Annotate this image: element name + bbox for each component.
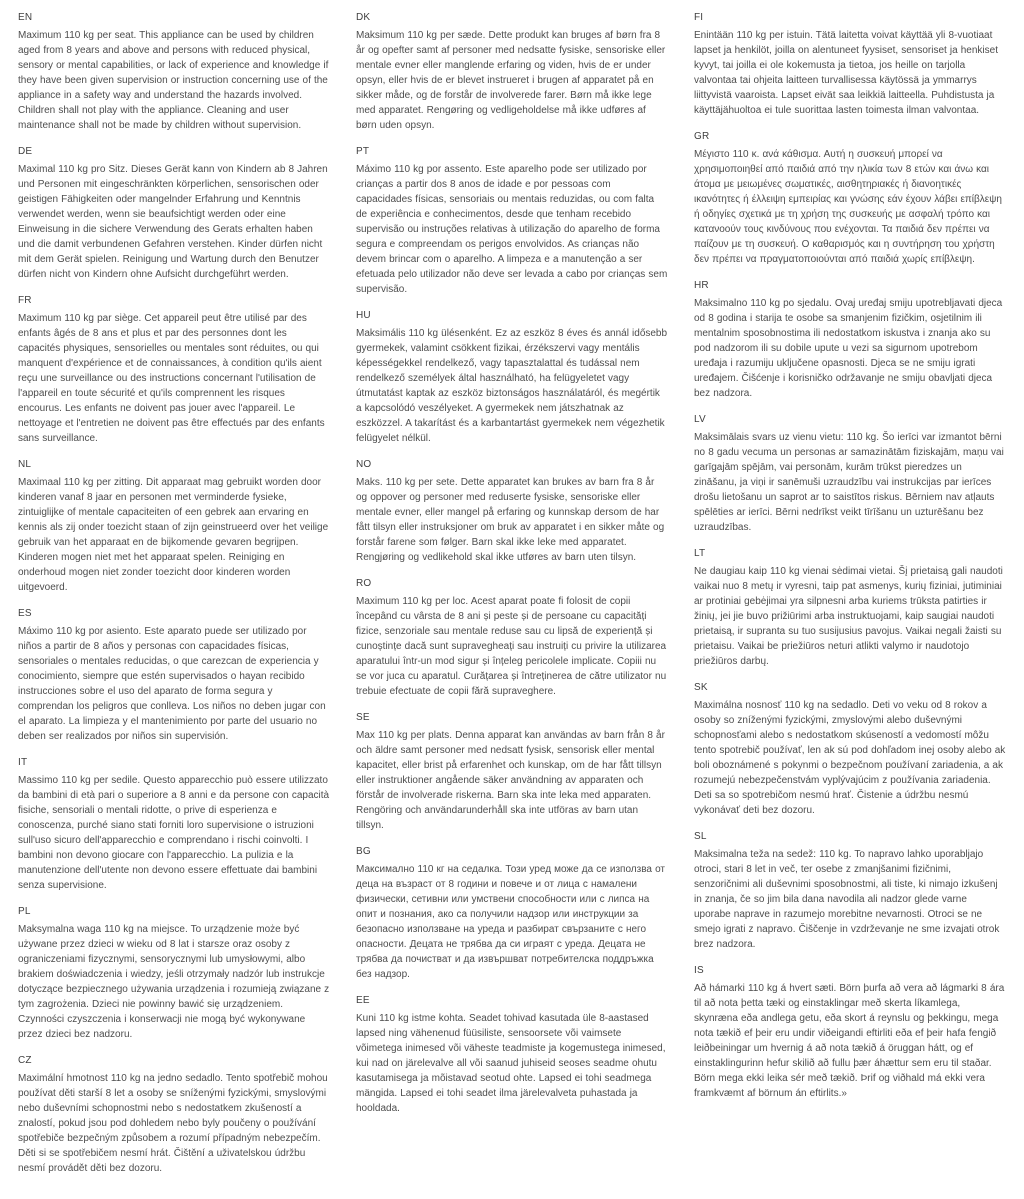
language-text-gr: Μέγιστο 110 κ. ανά κάθισμα. Αυτή η συσκευή μπορεί να χρησιμοποιηθεί από παιδιά από την ηλικία των 8 ετών και άνω και άτομα με μειωμένες σωματικές, αισθητηριακές ή διανοητικές ικανότητες ή έλλειψη εμπειρίας και γνώσης εάν έχουν λάβει επίβλεψη ή οδηγίες σχετικά με τη χρήση της συσκευής με ασφαλή τρόπο και κατανοούν τους κινδύνους που ενέχονται. Τα παιδιά δεν πρέπει να παίζουν με τη συσκευή. Ο καθαρισμός και η συντήρηση του χρήστη δεν πρέπει να πραγματοποιούνται από παιδιά χωρίς επίβλεψη. (694, 149, 1002, 265)
column-3 (694, 12, 1006, 1189)
column-2 (356, 12, 668, 1189)
lang-section-ee (356, 995, 668, 1116)
language-code-en: EN (18, 12, 33, 23)
language-text-sl: Maksimalna teža na sedež: 110 kg. To napravo lahko uporabljajo otroci, stari 8 let in več, ter osebe z zmanjšanimi fizičnimi, senzoričnimi ali duševnimi sposobnostmi, ali tiste, ki nimajo izkušenj in znanja, če so jim bila dana navodila ali nadzor glede varne uporabe naprave in razumejo morebitne nevarnosti. Otroci se ne smejo igrati z napravo. Čiščenje in vzdrževanje ne sme izvajati otrok brez nadzora. (694, 849, 1000, 950)
lang-section-fr (18, 295, 330, 446)
lang-section-cz (18, 1055, 330, 1176)
language-text-it: Massimo 110 kg per sedile. Questo apparecchio può essere utilizzato da bambini di età pari o superiore a 8 anni e da persone con capacità fisiche, sensoriali o mentali ridotte, o prive di esperienza e conoscenza, purché siano stati forniti loro supervisione o istruzioni sull'uso sicuro dell'apparecchio e comprendano i rischi coinvolti. I bambini non devono giocare con l'apparecchio. La pulizia e la manutenzione dell'utente non devono essere effettuate dai bambini senza supervisione. (18, 775, 330, 891)
lang-section-en (18, 12, 330, 133)
language-code-es: ES (18, 608, 32, 619)
lang-section-pl (18, 906, 330, 1042)
lang-section-pt (356, 146, 668, 297)
language-text-lv: Maksimālais svars uz vienu vietu: 110 kg. Šo ierīci var izmantot bērni no 8 gadu vecuma un personas ar samazinātām fiziskajām, maņu vai garīgajām spējām, vai personām, kurām trūkst pieredzes un zināšanu, ja viņi ir sanēmuši uzraudzību vai instrukcijas par ierīces drošu lietošanu un saprot ar to saistītos riskus. Bērniem nav atļauts spēlēties ar ierīci. Bērni nedrīkst veikt tīrīšanu un uzturēšanu bez uzraudzības. (694, 432, 1004, 533)
lang-section-is (694, 965, 1006, 1101)
language-text-fr: Maximum 110 kg par siège. Cet appareil peut être utilisé par des enfants âgés de 8 ans et plus et par des personnes dont les capacités physiques, sensorielles ou mentales sont réduites, ou qui manquent d'expérience et de connaissances, à condition qu'ils aient reçu une surveillance ou des instructions concernant l'utilisation de l'appareil en toute sécurité et qu'ils comprennent les risques encourus. Les enfants ne doivent pas jouer avec l'appareil. Le nettoyage et l'entretien ne doivent pas être effectués par des enfants sans surveillance. (18, 313, 325, 444)
language-code-ee: EE (356, 995, 370, 1006)
language-text-fi: Enintään 110 kg per istuin. Tätä laitetta voivat käyttää yli 8-vuotiaat lapset ja henkilöt, joilla on alentuneet fyysiset, sensoriset ja henkiset kyvyt, tai joilla ei ole kokemusta ja tietoa, jos heille on tarjolla valvontaa tai ohjeita laitteen turvallisessa käytössä ja ymmarrys liittyvistä vaaroista. Lapset eivät saa leikkiä laitteella. Puhdistusta ja käyttäjähuoltoa ei tule suorittaa lasten toimesta ilman valvontaa. (694, 30, 998, 116)
language-text-sk: Maximálna nosnosť 110 kg na sedadlo. Deti vo veku od 8 rokov a osoby so zníženými fyzickými, zmyslovými alebo duševnými schopnosťami alebo s nedostatkom skúseností a vedomostí môžu tento spotrebič používať, len ak sú pod dohľadom inej osoby alebo ak boli oboznámené s pokynmi o bezpečnom používaní zariadenia, a ak rozumejú nebezpečenstvám vyplývajúcim z používania zariadenia. Deti sa so spotrebičom nesmú hrať. Čistenie a údržbu nesmú vykonávať deti bez dozoru. (694, 700, 1006, 816)
lang-section-fi (694, 12, 1006, 118)
language-code-lt: LT (694, 548, 706, 559)
language-code-se: SE (356, 712, 370, 723)
language-code-nl: NL (18, 459, 32, 470)
language-code-sl: SL (694, 831, 707, 842)
language-code-hr: HR (694, 280, 709, 291)
language-code-it: IT (18, 757, 28, 768)
language-text-no: Maks. 110 kg per sete. Dette apparatet kan brukes av barn fra 8 år og oppover og personer med reduserte fysiske, sensoriske eller mentale evner, eller mangel på erfaring og kunnskap dersom de har fått tilsyn eller instruksjoner om bruk av apparatet i en sikker måte og forstår farene som følger. Barn skal ikke leke med apparatet. Rengjøring og vedlikehold skal ikke utføres av barn uten tilsyn. (356, 477, 665, 563)
language-code-lv: LV (694, 414, 706, 425)
lang-section-nl (18, 459, 330, 595)
language-code-fr: FR (18, 295, 32, 306)
language-text-pl: Maksymalna waga 110 kg na miejsce. To urządzenie może być używane przez dzieci w wieku od 8 lat i starsze oraz osoby z ograniczeniami fizycznymi, sensorycznymi lub umysłowymi, albo brakiem doświadczenia i wiedzy, jeśli otrzymały nadzór lub instrukcje dotyczące bezpiecznego używania urządzenia i rozumieją związane z tym zagrożenia. Dzieci nie powinny bawić się urządzeniem. Czynności czyszczenia i konserwacji nie mogą być wykonywane przez dzieci bez nadzoru. (18, 924, 330, 1040)
language-text-is: Að hámarki 110 kg á hvert sæti. Börn þurfa að vera að lágmarki 8 ára til að nota þetta tæki og einstaklingar með skerta líkamlega, skynræna eða andlega getu, eða skort á reynslu og þekkingu, mega nota tækið ef þeir eru undir viðeigandi eftirliti eða ef þeir hafa fengið leiðbeiningar um hvernig á að nota tækið á öruggan hátt, og ef einstaklingurinn hefur skilið að fullu þær áhættur sem eru til staðar. Börn mega ekki leika sér með tækið. Þrif og viðhald má ekki vera framkvæmt af börnum án eftirlits.» (694, 983, 1005, 1099)
language-code-cz: CZ (18, 1055, 32, 1066)
lang-section-ro (356, 578, 668, 699)
language-text-nl: Maximaal 110 kg per zitting. Dit apparaat mag gebruikt worden door kinderen vanaf 8 jaar en personen met verminderde fysieke, zintuiglijke of mentale capaciteiten of een gebrek aan ervaring en kennis als zij onder toezicht staan of zijn geinstrueerd over het veilige gebruik van het apparaat en de bijkomende gevaren begrijpen. Kinderen mogen niet met het apparaat spelen. Reiniging en onderhoud mogen niet zonder toezicht door kinderen worden uitgevoerd. (18, 477, 329, 593)
language-code-fi: FI (694, 12, 704, 23)
lang-section-lv (694, 414, 1006, 535)
language-text-en: Maximum 110 kg per seat. This appliance can be used by children aged from 8 years and above and persons with reduced physical, sensory or mental capabilities, or lack of experience and knowledge if they have been given supervision or instruction concerning use of the appliance in a safety way and understand the hazards involved. Children shall not play with the appliance. Cleaning and user maintenance shall not be made by children without supervision. (18, 30, 329, 131)
lang-section-gr (694, 131, 1006, 267)
language-text-bg: Максимално 110 кг на седалка. Този уред може да се използва от деца на възраст от 8 години и повече и от лица с намалени физически, сетивни или умствени способности или с липса на опит и познания, ако са получили надзор или инструкции за безопасно използване на уреда и разбират свързаните с него опасности. Децата не трябва да си играят с уреда. Децата не трябва да почистват и да извършват потребителска поддръжка без надзор. (356, 864, 665, 980)
language-code-pt: PT (356, 146, 370, 157)
lang-section-hu (356, 310, 668, 446)
language-code-de: DE (18, 146, 33, 157)
language-text-ro: Maximum 110 kg per loc. Acest aparat poate fi folosit de copii începând cu vârsta de 8 ani și peste și de persoane cu capacități fizice, senzoriale sau mentale reduse sau cu lipsă de experiență și cunoștințe dacă sunt supravegheați sau instruiți cu privire la utilizarea aparatului într-un mod sigur și înțeleg pericolele implicate. Copiii nu se vor juca cu aparatul. Curățarea și întreținerea de către utilizator nu trebuie efectuate de copii fără supraveghere. (356, 596, 667, 697)
lang-section-no (356, 459, 668, 565)
language-text-ee: Kuni 110 kg istme kohta. Seadet tohivad kasutada üle 8-aastased lapsed ning vähenenud füüsiliste, sensoorsete või vaimsete võimetega inimesed või väheste teadmiste ja kogemustega inimesed, kui nad on järelevalve all või saanud juhiseid seoses seadme ohutu kasutamisega ja mõistavad seotud ohte. Lapsed ei tohi seadmega mängida. Lapsed ei tohi seadet ilma järelevalveta puhastada ja hooldada. (356, 1013, 666, 1114)
column-1 (18, 12, 330, 1189)
language-code-sk: SK (694, 682, 708, 693)
lang-section-dk (356, 12, 668, 133)
language-text-lt: Ne daugiau kaip 110 kg vienai sėdimai vietai. Šį prietaisą gali naudoti vaikai nuo 8 metų ir vyresni, taip pat asmenys, kurių fiziniai, jutiminiai ar protiniai gebėjimai yra silpnesni arba kuriems trūksta patirties ir žinių, jei jie buvo prižiūrimi arba instruktuojami, kaip saugiai naudoti prietaisą, ir supranta su tuo susijusius pavojus. Vaikai negali žaisti su prietaisu. Vaikai be priežiūros neturi atlikti valymo ir naudotojo priežiūros darbų. (694, 566, 1003, 667)
language-code-is: IS (694, 965, 704, 976)
language-text-dk: Maksimum 110 kg per sæde. Dette produkt kan bruges af børn fra 8 år og opefter samt af personer med nedsatte fysiske, sensoriske eller mentale evner eller manglende erfaring og viden, hvis de er under opsyn, eller hvis de er blevet instrueret i brugen af apparatet på en sikker måde, og de forstår de involverede farer. Børn må ikke lege med apparatet. Rengøring og vedligeholdelse må ikke udføres af børn uden opsyn. (356, 30, 666, 131)
language-code-pl: PL (18, 906, 31, 917)
language-text-hr: Maksimalno 110 kg po sjedalu. Ovaj uređaj smiju upotrebljavati djeca od 8 godina i starija te osobe sa smanjenim fizičkim, osjetilnim ili mentalnim sposobnostima ili nedostatkom iskustva i znanja ako su pod nadzorom ili su dobile upute u vezi sa sigurnom upotrebom uređaja i razumiju uključene opasnosti. Djeca se ne smiju igrati uređajem. Čišćenje i korisničko održavanje ne smiju obavljati djeca bez nadzora. (694, 298, 1003, 399)
lang-section-lt (694, 548, 1006, 669)
language-text-pt: Máximo 110 kg por assento. Este aparelho pode ser utilizado por crianças a partir dos 8 anos de idade e por pessoas com capacidades físicas, sensoriais ou mentais reduzidas, ou com falta de experiência e conhecimentos, desde que tenham recebido supervisão ou instruções relativas à utilização do aparelho de forma segura e compreendam os perigos envolvidos. As crianças não devem brincar com o aparelho. A limpeza e a manutenção a ser efetuada pelo utilizador não deve ser levada a cabo por crianças sem supervisão. (356, 164, 668, 295)
lang-section-es (18, 608, 330, 744)
language-code-dk: DK (356, 12, 371, 23)
language-text-de: Maximal 110 kg pro Sitz. Dieses Gerät kann von Kindern ab 8 Jahren und Personen mit eingeschränkten körperlichen, sensorischen oder geistigen Fähigkeiten oder mangelnder Erfahrung und Kenntnis verwendet werden, wenn sie beaufsichtigt werden oder eine Einweisung in die sichere Verwendung des Gerats erhalten haben und die damit verbundenen Gefahren verstehen. Kinder dürfen nicht mit dem Gerät spielen. Reinigung und Wartung durch den Benutzer dürfen nicht von Kindern ohne Aufsicht durchgeführt werden. (18, 164, 328, 280)
lang-section-se (356, 712, 668, 833)
lang-section-de (18, 146, 330, 282)
language-text-cz: Maximální hmotnost 110 kg na jedno sedadlo. Tento spotřebič mohou používat děti starší 8 let a osoby se sníženými fyzickými, smyslovými nebo duševními schopnostmi nebo s nedostatkem zkušeností a znalostí, pokud jsou pod dohledem nebo byly poučeny o používání spotřebiče bezpečným způsobem a rozumí případným nebezpečím. Děti si se spotřebičem nesmí hrát. Čištění a uživatelskou údržbu nesmí provádět děti bez dozoru. (18, 1073, 328, 1174)
lang-section-hr (694, 280, 1006, 401)
lang-section-it (18, 757, 330, 893)
lang-section-bg (356, 846, 668, 982)
language-code-bg: BG (356, 846, 371, 857)
language-code-no: NO (356, 459, 372, 470)
lang-section-sk (694, 682, 1006, 818)
lang-section-sl (694, 831, 1006, 952)
language-text-se: Max 110 kg per plats. Denna apparat kan användas av barn från 8 år och äldre samt personer med nedsatt fysisk, sensorisk eller mental kapacitet, eller brist på erfarenhet och kunskap, om de har fått tillsyn eller instruktioner angående säker användning av apparaten och förstår de involverade riskerna. Barn ska inte leka med apparaten. Rengöring och användarunderhåll ska inte utföras av barn utan tillsyn. (356, 730, 665, 831)
language-code-ro: RO (356, 578, 372, 589)
language-text-es: Máximo 110 kg por asiento. Este aparato puede ser utilizado por niños a partir de 8 años y personas con capacidades físicas, sensoriales o mentales reducidas, o que carezcan de experiencia y conocimiento, siempre que estén supervisados o hayan recibido instrucciones sobre el uso del aparato de forma segura y comprendan los peligros que conlleva. Los niños no deben jugar con el aparato. La limpieza y el mantenimiento por parte del usuario no deben ser realizados por niños sin supervisión. (18, 626, 326, 742)
columns-container (18, 12, 1006, 1189)
language-code-gr: GR (694, 131, 710, 142)
language-text-hu: Maksimális 110 kg ülésenként. Ez az eszköz 8 éves és annál idősebb gyermekek, valamint csökkent fizikai, érzékszervi vagy mentális képességekkel rendelkező, vagy tapasztalattal és tudással nem rendelkező személyek által használható, ha felügyeletet vagy útmutatást kaptak az eszköz biztonságos használatáról, és megértik a kapcsolódó veszélyeket. A gyermekek nem játszhatnak az eszközzel. A takarítást és a karbantartást gyermekek nem végezhetik felügyelet nélkül. (356, 328, 668, 444)
language-code-hu: HU (356, 310, 371, 321)
